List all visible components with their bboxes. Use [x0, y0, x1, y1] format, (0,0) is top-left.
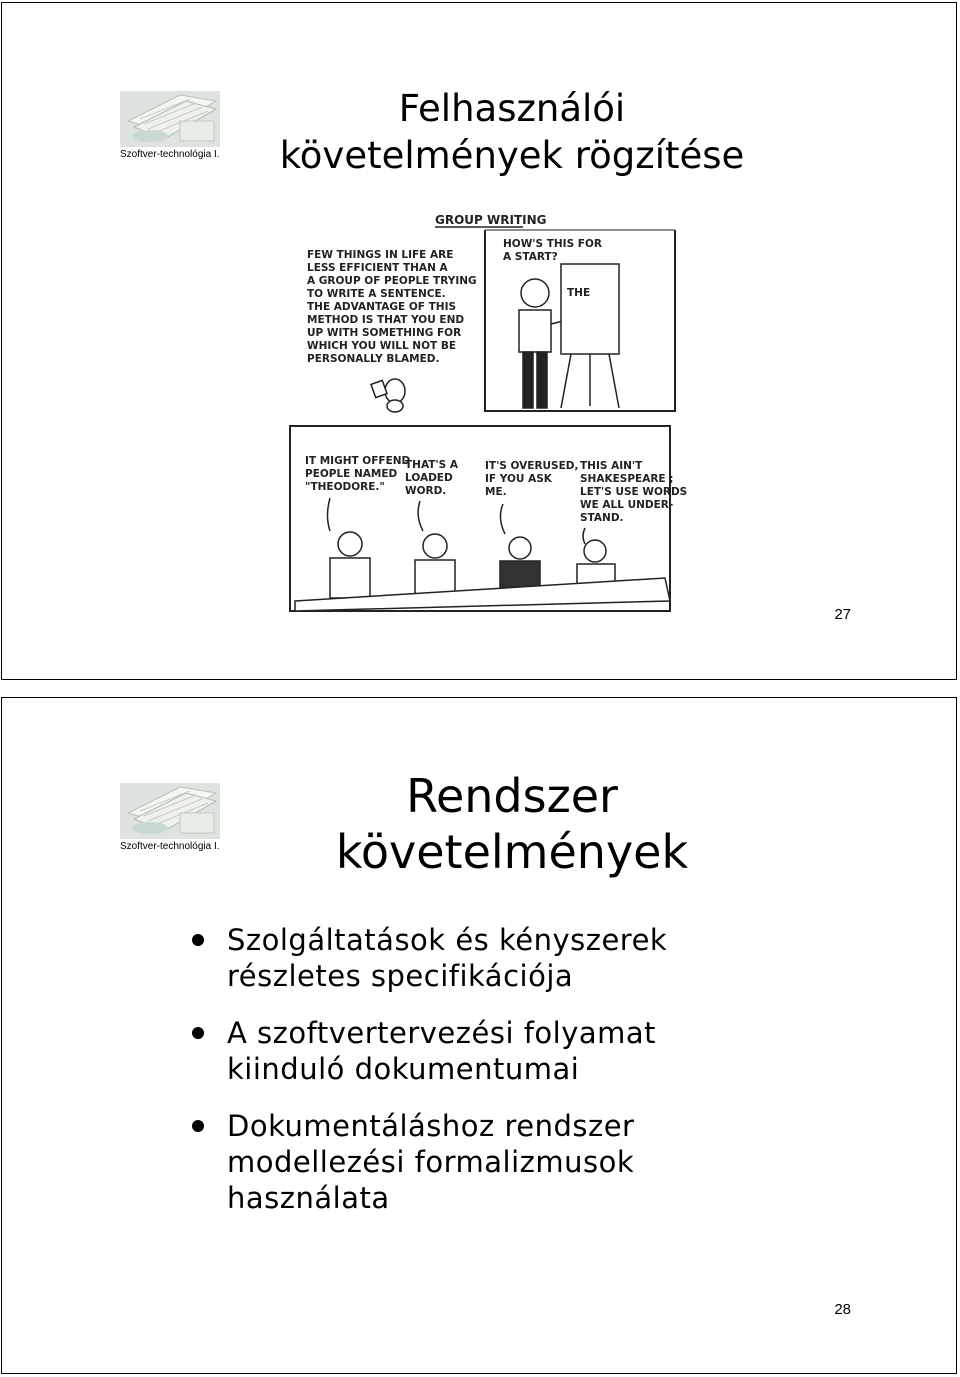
logo-caption: Szoftver-technológia I.: [120, 149, 220, 160]
slide-27: [1, 2, 957, 680]
svg-text:THAT'S A: THAT'S A: [405, 459, 458, 471]
speech-start: [503, 238, 602, 263]
bullet-list: [192, 922, 912, 1237]
comic-title: GROUP WRITING: [435, 213, 547, 227]
svg-text:FEW THINGS IN LIFE ARE: FEW THINGS IN LIFE ARE: [307, 249, 454, 261]
bullet-item: Szolgáltatások és kényszerek részletes specifikációja: [192, 922, 912, 994]
svg-text:UP WITH SOMETHING FOR: UP WITH SOMETHING FOR: [307, 327, 462, 339]
title-line-1: Felhasználói: [398, 87, 626, 130]
slide-title: [202, 85, 822, 180]
flipchart-icon: [561, 264, 619, 408]
speech-bubble-3: [485, 460, 579, 498]
svg-text:STAND.: STAND.: [580, 512, 624, 524]
flipchart-word: THE: [567, 287, 591, 299]
svg-text:PERSONALLY BLAMED.: PERSONALLY BLAMED.: [307, 353, 440, 365]
svg-text:PEOPLE NAMED: PEOPLE NAMED: [305, 468, 398, 480]
title-line-2: követelmények rögzítése: [279, 134, 745, 178]
speech-bubble-4: [580, 460, 687, 524]
svg-text:IF YOU ASK: IF YOU ASK: [485, 473, 552, 485]
svg-text:METHOD IS THAT YOU END: METHOD IS THAT YOU END: [307, 314, 465, 326]
logo-caption: Szoftver-technológia I.: [120, 841, 220, 852]
title-line-2: követelmények: [335, 825, 689, 880]
comic-narration: [307, 249, 477, 365]
speech-bubble-1: [305, 455, 411, 493]
svg-text:SHAKESPEARE ;: SHAKESPEARE ;: [580, 473, 674, 485]
meeting-people-icon: [295, 532, 670, 611]
svg-text:IT'S OVERUSED,: IT'S OVERUSED,: [485, 460, 579, 472]
svg-text:TO WRITE A SENTENCE.: TO WRITE A SENTENCE.: [307, 288, 446, 300]
svg-text:THIS AIN'T: THIS AIN'T: [580, 460, 643, 472]
svg-text:WHICH YOU WILL NOT BE: WHICH YOU WILL NOT BE: [307, 340, 456, 352]
svg-text:A GROUP OF PEOPLE TRYING: A GROUP OF PEOPLE TRYING: [307, 275, 477, 287]
svg-text:THE ADVANTAGE OF THIS: THE ADVANTAGE OF THIS: [307, 301, 457, 313]
svg-text:WE ALL UNDER-: WE ALL UNDER-: [580, 499, 674, 511]
speech-bubble-2: [405, 459, 459, 497]
svg-text:LESS EFFICIENT THAN A: LESS EFFICIENT THAN A: [307, 262, 448, 274]
svg-text:LOADED: LOADED: [405, 472, 453, 484]
slide-title: [202, 768, 822, 880]
bullet-item: Dokumentáláshoz rendszer modellezési formalizmusok használata: [192, 1108, 912, 1216]
dogbert-icon: [371, 379, 405, 412]
svg-text:A START?: A START?: [503, 251, 558, 263]
svg-text:WORD.: WORD.: [405, 485, 447, 497]
title-line-1: Rendszer: [406, 769, 618, 823]
svg-text:IT MIGHT OFFEND: IT MIGHT OFFEND: [305, 455, 411, 467]
bullet-item: A szoftvertervezési folyamat kiinduló dokumentumai: [192, 1015, 912, 1087]
svg-text:ME.: ME.: [485, 486, 507, 498]
svg-text:LET'S USE WORDS: LET'S USE WORDS: [580, 486, 688, 498]
comic-strip: [285, 206, 688, 616]
slide-28: [1, 697, 957, 1374]
page-number: 28: [834, 1301, 851, 1318]
svg-text:"THEODORE.": "THEODORE.": [305, 481, 385, 493]
page-number: 27: [834, 606, 851, 623]
svg-text:HOW'S THIS FOR: HOW'S THIS FOR: [503, 238, 602, 250]
